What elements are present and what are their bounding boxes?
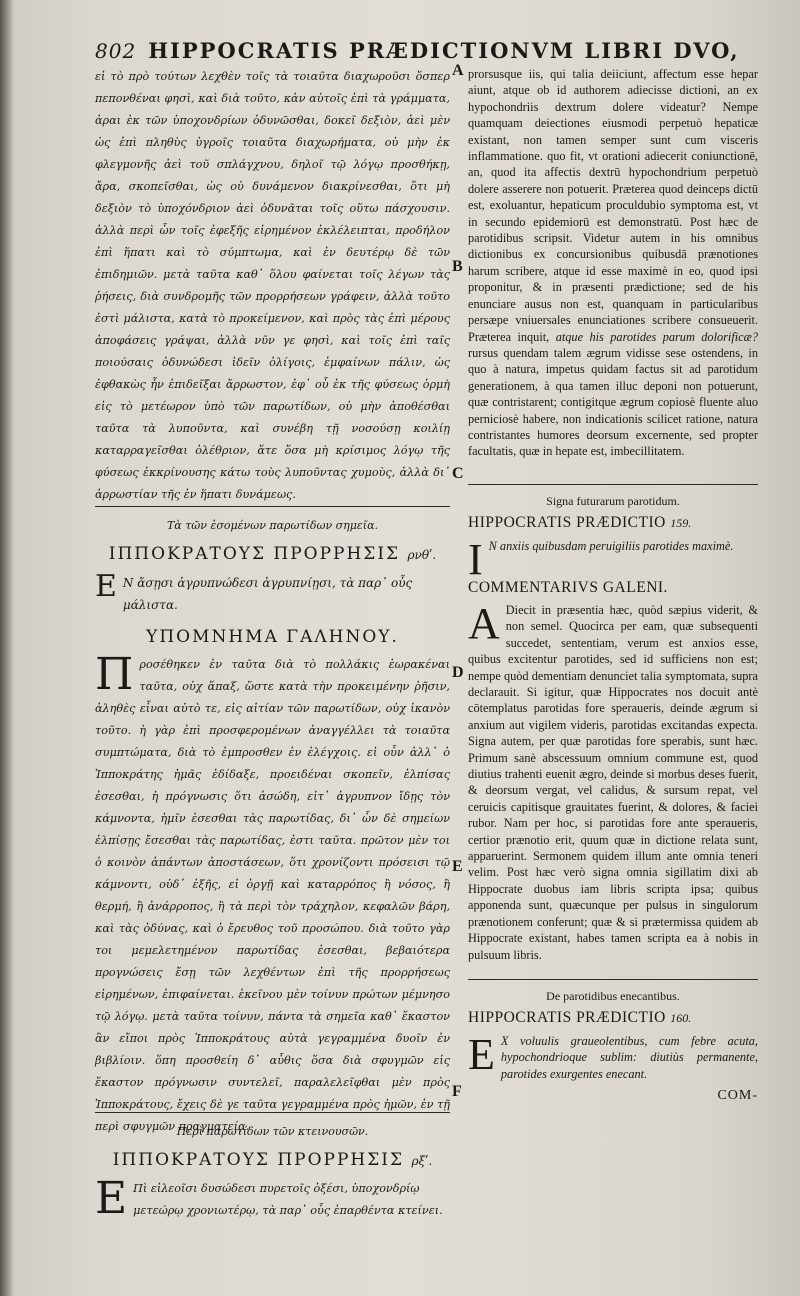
divider-rule bbox=[468, 484, 758, 485]
latin-inline-lemma: atque his parotides parum dolorificæ? bbox=[555, 329, 758, 344]
latin-heading-number: 159. bbox=[670, 516, 692, 531]
greek-commentary-heading: ΥΠΟΜΝΗΜΑ ΓΑΛΗΝΟΥ. bbox=[146, 627, 399, 647]
latin-commentary-initial: A bbox=[468, 598, 500, 648]
latin-lemma-text: N anxiis quibusdam peruigiliis parotides maximè. bbox=[488, 538, 734, 553]
greek-lemma-initial: Ε bbox=[95, 1173, 128, 1224]
latin-caption-fatal-parotids: De parotidibus enecantibus. bbox=[546, 988, 680, 1003]
greek-caption-fatal-parotids: Περὶ παρωτίδων τῶν κτεινουσῶν. bbox=[176, 1125, 369, 1138]
divider-rule bbox=[468, 979, 758, 980]
greek-heading-number: ρνθʹ. bbox=[407, 548, 437, 562]
latin-prediction-heading-159 bbox=[468, 515, 758, 531]
latin-commentary-text: prorsusque iis, qui talia deiiciunt, affectum esse hepar aiunt, atque ob id authorem adiecisse dictioni, an ex hypochondriis dextrum dolere videatur? Nempe quamquam deiectiones eiusmodi perpetuò hepaticæ existant, non tamen semper sunt cum visceris inflammatione. quo fit, vt orationi adiecerit coniunctionē, an, quod ita affectis dextrū hypochondrium perpetuò dolere asserere non potuerit. Præterea quod deinceps dictū est, exoluantur, hepaticum proculdubio symptoma est, vt in secundo epidemiorū est demonstratū. Post hæc de parotidibus scripsit. Videtur autem in his omnibus dictionibus ex concursionibus quibusdā prænotiones harum scribere, atque id esse maximè in eo, quod ipsi proponitur, & in præsenti prædictione; sed de his enunciare ausus non est, quanquam in particularibus persæpe vniuersales enunciationes scribere consueuerit. Præterea inquit, bbox=[468, 67, 758, 344]
latin-heading-text: HIPPOCRATIS PRÆDICTIO bbox=[468, 1009, 666, 1027]
greek-heading-number: ρξʹ. bbox=[411, 1154, 433, 1168]
latin-lemma-159 bbox=[468, 534, 758, 584]
greek-column bbox=[95, 66, 450, 1222]
greek-commentary-top: εἰ τὸ πρὸ τούτων λεχθὲν τοῖς τὰ τοιαῦτα διαχωροῦσι ὅσπερ πεπονθέναι φησὶ, καὶ διὰ τοῦτο, κἀν αὐτοῖς ἐπὶ τὰ γράμματα, ἀραι ἐκ τῶν ὑποχονδρίων ὀδυνῶσθαι, δοκεῖ δεξιὸν, ἀεὶ μὲν ὡς ἐπὶ πληθὺς ὑγροῖς τοιαῦτα διαχωρήματα, οὐ μὴν ἐκ φλεγμονῆς ἀεὶ τοῦ σπλάγχνου, δηλοῖ τῷ λόγῳ προσθήκῃ, ἄρα, σκοπεῖσθαι, ὡς οὐ δυνάμενον διακρίνεσθαι, ὅτι μὴ δεξιὸν τὸ ὑποχόνδριον ἀεὶ ὀδυνᾶται τοῖς οὕτω πάσχουσιν. ἀλλὰ περὶ ὧν τοῖς ἐφεξῆς εἰρημένον ἐκλέλειπται, προδήλον ἐπὶ ἥπατι καὶ τὸ σύμπτωμα, καὶ ἐν δευτέρῳ δὲ τῶν ἐπιδημιῶν. μετὰ ταῦτα καθ᾽ ὅλου φαίνεται τοῖς λέγων τὰς ῥήσεις, διὰ συνδρομῆς τῶν προρρήσεων γράφειν, ἀλλὰ τοῦτο ἐστὶ μάλιστα, κατὰ τὸ προκείμενον, καὶ πρὸς τὰς ἐπὶ μέρους ἀποφάσεις γράψαι, ἀλλὰ νῦν γε φησὶ, καὶ τοῖς ἐπὶ ταῖς ποιούσαις ὀδυνώδεσι ἰδεῖν ὀλίγοις, ἐμφαίνων πάλιν, ὡς ἐφθακὼς ἦν ἐπιδεῖξαι ἄρρωστον, ἐφ᾽ οὗ ἐκ τῆς φύσεως ὁρμὴ εἰς τὸ μετέωρον ὑπὸ τῶν παρωτίδων, οὐ μὴν ἀποθέσθαι ταῦτα τὰ λυποῦντα, καὶ συνέβη τῇ νοσούσῃ κοιλίῃ καταρραγεῖσθαι ὀλέθριον, ἅτε ὅσα μὴ κρίσιμος λόγῳ τῆς φύσεως ἐκκρίνουσης κάτω τοὺς λυποῦντας χυμοὺς, ἀλλὰ δι᾽ ἀρρωστίαν τῆς ἐν ἥπατι δυνάμεως. bbox=[95, 70, 450, 501]
latin-column bbox=[468, 66, 758, 1104]
greek-prediction-heading-159 bbox=[95, 543, 450, 566]
latin-lemma-initial: E bbox=[468, 1029, 495, 1079]
margin-marker-d: D bbox=[452, 664, 464, 681]
latin-commentary-text-2: rursus quendam talem ægrum vidisse sese ostendens, in quo à natura, impetus quidam factus sit ad parotidum generationem, à qua tamen illuc deponi non potuerunt, quæ contristarent; contigitque ægrum copiosè fluente aluo perniciosè habere, non indicationis scilicet ratione, natura contristantes humores deorsum excernente, sed propter facultatis, quæ in hepate est, imbecillitatem. bbox=[468, 345, 758, 459]
latin-heading-number: 160. bbox=[670, 1011, 692, 1026]
running-title: HIPPOCRATIS PRÆDICTIONVM LIBRI DVO, bbox=[148, 38, 740, 63]
margin-marker-c: C bbox=[452, 465, 464, 482]
latin-commentary-text: Diecit in præsentia hæc, quòd sæpius viderit, & non semel. Quocirca per eam, quæ subsequenti succedet, sententiam, verum est anxios esse, quibus excitentur parotides, sed id sufficiens non est; nempe quòd dementiam denunciet talia symptomata, supra declarauit. Si igitur, quæ Hippocrates nos docuit antè cōtemplatus parotidas fore speraueris, deinde ægrum si anxium aut vigilem videris, parotidas excitandas expecta. Signa autem, per quæ parotidas fore sperabis, sunt hæc. Primum sanè abscessuum omnium commune est, quod diutius trahenti euenit ægro, deinde si morbus deses fuerit, & deorsum vergat, vel calidus, & sursum repat, vel ceruicis capitisque grauitates fuerint, & dolores, & faciei rubor. Nam per hoc, si parotidas fore ante speraueris, certior prænotio erit, quum quæ in dictione relata sunt, apparuerint. Sermonem quidem illum ante omnia teneri velim. Post hæc verò signa omnia sigillatim dixi ab Hippocrate duobus iam libris scripta ipsa; quibus apponenda sunt, quæcunque per pulsus in singulorum prænotionem conferunt; quæ & si prætermissa quidem ab Hippocrate existant, habes tamen scripta ea à nobis in pulsuum libris. bbox=[468, 602, 758, 962]
latin-prediction-heading-160 bbox=[468, 1010, 758, 1026]
latin-lemma-text: X voluulis graueolentibus, cum febre acuta, hypochondrioque sublim: diutiùs permanente, parotides exurgentes enecant. bbox=[500, 1033, 758, 1081]
margin-marker-e: E bbox=[452, 858, 463, 875]
greek-lemma-159 bbox=[95, 569, 450, 616]
greek-commentary-text: ροσέθηκεν ἐν ταῦτα διὰ τὸ πολλάκις ἑωρακέναι ταῦτα, οὐχ ἅπαξ, ὥστε κατὰ τὴν προκειμένην ῥῆσιν, ἀληθὲς εἶναι αὐτὸ τε, εἰς αἰτίαν τῶν παρωτίδων, οὐχ ἱκανὸν τοῦτο. ἡ γὰρ ἐπὶ προσφερομένων ἀναγγέλλει τὰ τοιαῦτα συμπτώματα, διὰ τὸ ἐμπροσθεν ἐν ἐλέγχοις. εἰ οὖν ἀλλ᾽ ὁ Ἱπποκράτης ἡμᾶς ἐδίδαξε, προειδέναι σκοπεῖν, ἐλπίσας ἐσεσθαι, ἡ πρόγνωσις ὅτι ἀσώδη, εἰτ᾽ ἀγρυπνον ἴδῃς τὸν κάμνοντα, ἡμῖν ἐσεσθαι τὰς παρωτίδας, δι᾽ ὧν δὲ σημείων ἐλπίσῃς ἔσεσθαι τὰς παρωτίδας, ἐστι ταῦτα. πρῶτον μὲν τοι ὁ κοινὸν ἁπάντων ἀποστάσεων, ὅτι χρονίζοντι πρόσεισι τῷ κάμνοντι, οὐδ᾽ ἐξῆς, εἰ ὀργῇ καὶ καταρρόπος ἢ νόσος, ἢ θερμή, ἢ ἀνάρροπος, ἢ τὰ περὶ τὸν τράχηλον, κεφαλῶν βάρη, καὶ τὰς ὀδύνας, καὶ ὁ ἔρευθος τοῦ προσώπου. διὰ τοῦτο γὰρ τοι μεμελετημένον παρωτίδας ἐσεσθαι, βεβαιότερα προγνώσεις ἔσῃ τῶν λεχθέντων ἐπὶ τῆς προρρήσεως εἰρημένων, ἐπιφαίνεται. ἐκεῖνου μὲν τοίνυν πρώτων μέμνησο τῷ λόγῳ. μετὰ ταῦτα τοίνυν, πάντα τὰ σημεῖα καθ᾽ ἕκαστον ἃν εἴποι πρὸς Ἱπποκράτους αὐτὰ γεγραμμένα δυοῖν ἐν βιβλίοιν. ὅπη προσθείη δ᾽ αὖθις ὅσα διὰ σφυγμῶν εἰς ἕκαστον πρόγνωσιν συντελεῖ, παραλελεῖφθαι μὲν πρὸς Ἱπποκράτους, ἔχεις δὲ γε ταῦτα γεγραμμένα πρὸς ἡμῶν, ἐν τῇ περὶ σφυγμῶν πραγματείᾳ. bbox=[95, 658, 450, 1133]
margin-marker-a: A bbox=[452, 62, 464, 79]
latin-heading-text: HIPPOCRATIS PRÆDICTIO bbox=[468, 514, 666, 532]
greek-prediction-heading-160 bbox=[95, 1149, 450, 1172]
greek-commentary-initial: Π bbox=[95, 649, 134, 700]
margin-marker-b: B bbox=[452, 258, 463, 275]
greek-heading-text: ΙΠΠΟΚΡΑΤΟΥΣ ΠΡΟΡΡΗΣΙΣ bbox=[112, 1150, 405, 1170]
greek-lemma-text: Πὶ εἰλεοῖσι δυσώδεσι πυρετοῖς ὀξέσι, ὑποχονδρίῳ μετεώρῳ χρονιωτέρῳ, τὰ παρ᾽ οὖς ἐπαρθέντα κτείνει. bbox=[133, 1182, 443, 1217]
greek-heading-text: ΙΠΠΟΚΡΑΤΟΥΣ ΠΡΟΡΡΗΣΙΣ bbox=[108, 544, 401, 564]
margin-marker-f: F bbox=[452, 1083, 462, 1100]
folio-number: 802 bbox=[95, 39, 137, 63]
latin-commentary-top bbox=[468, 66, 758, 460]
greek-lemma-text: Ν ἄσῃσι ἀγρυπνώδεσι ἀγρυπνίῃσι, τὰ παρ᾽ οὖς μάλιστα. bbox=[122, 576, 413, 612]
latin-commentary-159 bbox=[468, 598, 758, 963]
latin-caption-signs: Signa futurarum parotidum. bbox=[546, 493, 680, 508]
catchword: COM- bbox=[717, 1087, 758, 1103]
latin-commentary-heading: COMMENTARIVS GALENI. bbox=[468, 578, 668, 596]
latin-lemma-initial: I bbox=[468, 534, 483, 584]
latin-lemma-160 bbox=[468, 1029, 758, 1082]
gutter-shadow bbox=[0, 0, 14, 1296]
divider-rule bbox=[95, 506, 450, 507]
greek-caption-signs: Τὰ τῶν ἐσομένων παρωτίδων σημεῖα. bbox=[166, 519, 379, 532]
greek-lemma-160 bbox=[95, 1173, 450, 1224]
running-head bbox=[95, 38, 780, 66]
greek-lemma-initial: Ε bbox=[95, 569, 117, 604]
